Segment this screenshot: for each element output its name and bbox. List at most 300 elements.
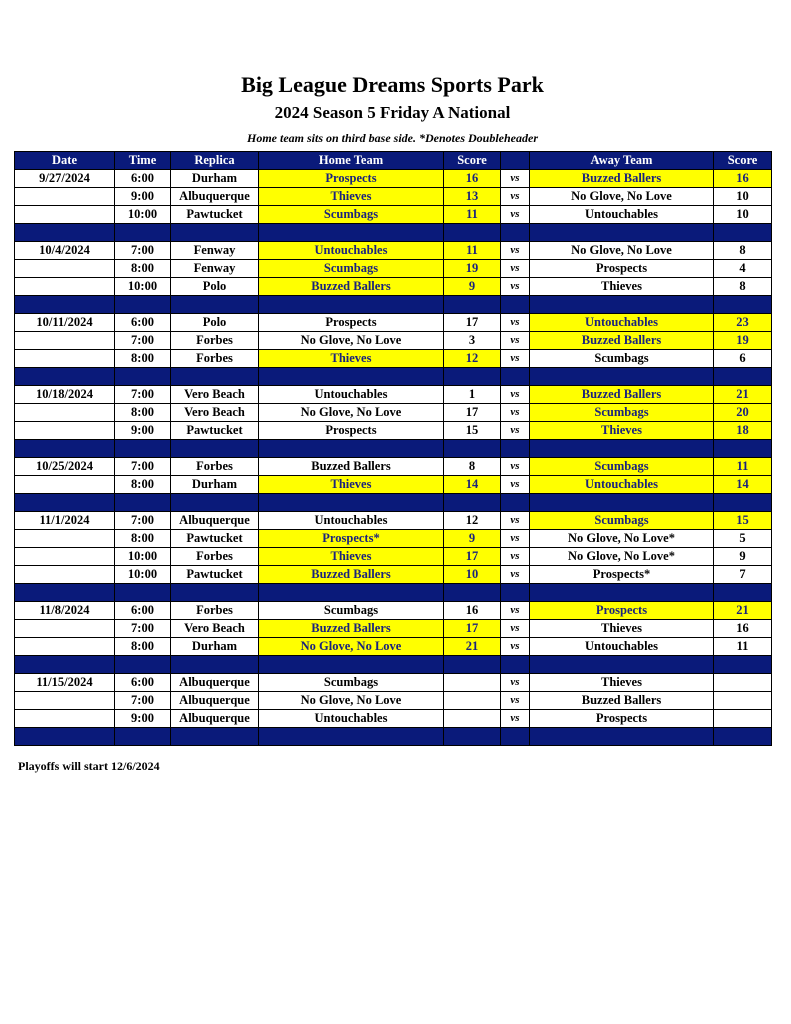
date-cell: 10/4/2024 [15,242,115,260]
header-home-team: Home Team [259,152,444,170]
replica-cell: Forbes [171,458,259,476]
away-score-cell: 7 [714,566,772,584]
vs-cell: vs [501,350,530,368]
vs-cell: vs [501,674,530,692]
replica-cell: Pawtucket [171,422,259,440]
home-score-cell: 10 [444,566,501,584]
home-score-cell: 17 [444,548,501,566]
time-cell: 7:00 [115,386,171,404]
time-cell: 7:00 [115,512,171,530]
away-team-cell: Thieves [530,620,714,638]
vs-cell: vs [501,620,530,638]
away-team-cell: Buzzed Ballers [530,386,714,404]
home-score-cell: 17 [444,314,501,332]
separator-cell [444,728,501,746]
table-row [15,422,772,440]
date-cell: 10/11/2024 [15,314,115,332]
separator-cell [259,296,444,314]
vs-cell: vs [501,602,530,620]
replica-cell: Forbes [171,332,259,350]
vs-cell: vs [501,386,530,404]
home-score-cell: 12 [444,512,501,530]
table-row [15,332,772,350]
replica-cell: Fenway [171,260,259,278]
home-score-cell [444,710,501,728]
separator-cell [115,440,171,458]
schedule-body [15,170,772,746]
time-cell: 8:00 [115,638,171,656]
separator-cell [501,368,530,386]
replica-cell: Albuquerque [171,692,259,710]
time-cell: 7:00 [115,692,171,710]
separator-cell [15,584,115,602]
replica-cell: Forbes [171,548,259,566]
separator-cell [501,296,530,314]
away-team-cell: No Glove, No Love [530,188,714,206]
away-score-cell: 16 [714,170,772,188]
home-team-cell: Buzzed Ballers [259,458,444,476]
vs-cell: vs [501,242,530,260]
replica-cell: Vero Beach [171,386,259,404]
home-team-cell: Scumbags [259,674,444,692]
time-cell: 7:00 [115,458,171,476]
separator-cell [530,728,714,746]
vs-cell: vs [501,566,530,584]
table-row [15,674,772,692]
time-cell: 10:00 [115,206,171,224]
separator-cell [444,584,501,602]
header-date: Date [15,152,115,170]
away-team-cell: Buzzed Ballers [530,332,714,350]
time-cell: 10:00 [115,278,171,296]
replica-cell: Albuquerque [171,512,259,530]
separator-cell [530,368,714,386]
time-cell: 6:00 [115,170,171,188]
date-cell [15,476,115,494]
home-team-cell: Buzzed Ballers [259,620,444,638]
away-team-cell: Thieves [530,278,714,296]
home-score-cell: 21 [444,638,501,656]
table-row [15,458,772,476]
separator-cell [171,368,259,386]
table-row [15,476,772,494]
date-cell [15,278,115,296]
separator-cell [501,728,530,746]
away-score-cell: 9 [714,548,772,566]
replica-cell: Albuquerque [171,188,259,206]
time-cell: 9:00 [115,188,171,206]
separator-cell [530,440,714,458]
table-row [15,692,772,710]
week-separator-row [15,440,772,458]
header-replica: Replica [171,152,259,170]
vs-cell: vs [501,512,530,530]
week-separator-row [15,368,772,386]
header-vs [501,152,530,170]
table-row [15,260,772,278]
away-team-cell: Buzzed Ballers [530,170,714,188]
separator-cell [171,494,259,512]
table-row [15,242,772,260]
vs-cell: vs [501,188,530,206]
home-team-cell: No Glove, No Love [259,692,444,710]
separator-cell [15,440,115,458]
replica-cell: Polo [171,278,259,296]
separator-cell [171,584,259,602]
vs-cell: vs [501,422,530,440]
away-score-cell: 11 [714,458,772,476]
vs-cell: vs [501,530,530,548]
replica-cell: Pawtucket [171,530,259,548]
header-time: Time [115,152,171,170]
home-score-cell: 16 [444,602,501,620]
away-team-cell: Untouchables [530,206,714,224]
date-cell: 9/27/2024 [15,170,115,188]
time-cell: 9:00 [115,710,171,728]
time-cell: 9:00 [115,422,171,440]
away-team-cell: Buzzed Ballers [530,692,714,710]
time-cell: 6:00 [115,602,171,620]
vs-cell: vs [501,476,530,494]
home-team-cell: Scumbags [259,602,444,620]
table-row [15,386,772,404]
separator-cell [714,368,772,386]
separator-cell [714,224,772,242]
home-score-cell: 17 [444,404,501,422]
separator-cell [259,224,444,242]
away-score-cell: 8 [714,278,772,296]
date-cell [15,530,115,548]
separator-cell [444,440,501,458]
separator-cell [530,584,714,602]
table-row [15,206,772,224]
vs-cell: vs [501,638,530,656]
replica-cell: Vero Beach [171,620,259,638]
separator-cell [15,494,115,512]
home-team-cell: Buzzed Ballers [259,278,444,296]
time-cell: 6:00 [115,674,171,692]
separator-cell [171,728,259,746]
away-team-cell: Prospects [530,710,714,728]
time-cell: 7:00 [115,332,171,350]
home-team-cell: Thieves [259,476,444,494]
home-team-cell: No Glove, No Love [259,638,444,656]
away-score-cell: 11 [714,638,772,656]
separator-cell [530,224,714,242]
home-team-cell: Thieves [259,188,444,206]
week-separator-row [15,296,772,314]
home-team-cell: Prospects [259,422,444,440]
away-score-cell: 21 [714,602,772,620]
home-team-cell: No Glove, No Love [259,332,444,350]
separator-cell [530,656,714,674]
date-cell [15,422,115,440]
separator-cell [444,656,501,674]
away-team-cell: Scumbags [530,350,714,368]
separator-cell [259,728,444,746]
date-cell [15,548,115,566]
separator-cell [714,494,772,512]
replica-cell: Fenway [171,242,259,260]
date-cell [15,710,115,728]
replica-cell: Vero Beach [171,404,259,422]
schedule-table [14,151,772,746]
away-team-cell: Prospects* [530,566,714,584]
vs-cell: vs [501,692,530,710]
separator-cell [15,728,115,746]
vs-cell: vs [501,710,530,728]
away-team-cell: No Glove, No Love [530,242,714,260]
table-row [15,710,772,728]
date-cell: 10/25/2024 [15,458,115,476]
home-score-cell: 19 [444,260,501,278]
home-team-cell: Untouchables [259,386,444,404]
away-team-cell: Prospects [530,602,714,620]
home-team-cell: No Glove, No Love [259,404,444,422]
separator-cell [501,494,530,512]
home-score-cell: 15 [444,422,501,440]
home-team-cell: Prospects* [259,530,444,548]
table-row [15,530,772,548]
date-cell: 10/18/2024 [15,386,115,404]
separator-cell [115,728,171,746]
separator-cell [444,368,501,386]
home-team-cell: Untouchables [259,242,444,260]
table-header-row [15,152,772,170]
home-team-cell: Scumbags [259,206,444,224]
page-note: Home team sits on third base side. *Denotes Doubleheader [247,131,538,145]
time-cell: 6:00 [115,314,171,332]
header-away-team: Away Team [530,152,714,170]
replica-cell: Forbes [171,350,259,368]
away-team-cell: Untouchables [530,314,714,332]
separator-cell [115,368,171,386]
away-team-cell: No Glove, No Love* [530,548,714,566]
away-score-cell: 20 [714,404,772,422]
separator-cell [444,494,501,512]
away-team-cell: Scumbags [530,512,714,530]
date-cell [15,188,115,206]
separator-cell [714,296,772,314]
date-cell [15,260,115,278]
away-score-cell: 21 [714,386,772,404]
date-cell [15,332,115,350]
separator-cell [259,656,444,674]
header-home-score: Score [444,152,501,170]
separator-cell [15,656,115,674]
date-cell [15,566,115,584]
table-row [15,278,772,296]
page-subtitle: 2024 Season 5 Friday A National [274,103,511,122]
time-cell: 8:00 [115,476,171,494]
away-score-cell: 18 [714,422,772,440]
replica-cell: Durham [171,476,259,494]
separator-cell [259,368,444,386]
away-team-cell: No Glove, No Love* [530,530,714,548]
date-cell [15,620,115,638]
away-score-cell: 16 [714,620,772,638]
home-team-cell: Untouchables [259,710,444,728]
separator-cell [171,440,259,458]
vs-cell: vs [501,206,530,224]
date-cell: 11/1/2024 [15,512,115,530]
away-score-cell: 14 [714,476,772,494]
away-team-cell: Scumbags [530,458,714,476]
table-row [15,314,772,332]
time-cell: 8:00 [115,260,171,278]
vs-cell: vs [501,404,530,422]
time-cell: 10:00 [115,566,171,584]
date-cell [15,404,115,422]
vs-cell: vs [501,458,530,476]
separator-cell [115,584,171,602]
home-score-cell [444,674,501,692]
home-score-cell: 8 [444,458,501,476]
home-score-cell: 16 [444,170,501,188]
home-team-cell: Scumbags [259,260,444,278]
away-team-cell: Thieves [530,674,714,692]
time-cell: 7:00 [115,620,171,638]
replica-cell: Forbes [171,602,259,620]
separator-cell [714,656,772,674]
away-team-cell: Thieves [530,422,714,440]
time-cell: 7:00 [115,242,171,260]
home-team-cell: Thieves [259,350,444,368]
vs-cell: vs [501,332,530,350]
home-score-cell: 9 [444,530,501,548]
home-team-cell: Buzzed Ballers [259,566,444,584]
away-score-cell: 15 [714,512,772,530]
table-row [15,602,772,620]
date-cell [15,638,115,656]
time-cell: 10:00 [115,548,171,566]
vs-cell: vs [501,260,530,278]
separator-cell [171,224,259,242]
away-team-cell: Untouchables [530,638,714,656]
header-away-score: Score [714,152,772,170]
away-team-cell: Scumbags [530,404,714,422]
home-score-cell: 11 [444,242,501,260]
separator-cell [115,296,171,314]
separator-cell [444,296,501,314]
vs-cell: vs [501,170,530,188]
away-score-cell: 4 [714,260,772,278]
time-cell: 8:00 [115,530,171,548]
replica-cell: Pawtucket [171,206,259,224]
home-team-cell: Prospects [259,170,444,188]
week-separator-row [15,494,772,512]
home-score-cell: 1 [444,386,501,404]
table-row [15,512,772,530]
away-score-cell: 10 [714,206,772,224]
separator-cell [171,656,259,674]
page-title: Big League Dreams Sports Park [241,72,544,97]
table-row [15,566,772,584]
separator-cell [171,296,259,314]
separator-cell [714,584,772,602]
date-cell [15,206,115,224]
separator-cell [115,224,171,242]
home-team-cell: Untouchables [259,512,444,530]
away-score-cell: 8 [714,242,772,260]
home-score-cell: 17 [444,620,501,638]
away-score-cell: 19 [714,332,772,350]
table-row [15,638,772,656]
away-team-cell: Untouchables [530,476,714,494]
home-score-cell [444,692,501,710]
separator-cell [115,494,171,512]
separator-cell [501,440,530,458]
separator-cell [259,440,444,458]
table-row [15,170,772,188]
away-team-cell: Prospects [530,260,714,278]
time-cell: 8:00 [115,350,171,368]
separator-cell [15,368,115,386]
date-cell: 11/15/2024 [15,674,115,692]
home-team-cell: Thieves [259,548,444,566]
week-separator-row [15,656,772,674]
date-cell: 11/8/2024 [15,602,115,620]
away-score-cell: 5 [714,530,772,548]
vs-cell: vs [501,278,530,296]
separator-cell [444,224,501,242]
replica-cell: Polo [171,314,259,332]
separator-cell [501,584,530,602]
home-score-cell: 14 [444,476,501,494]
vs-cell: vs [501,314,530,332]
table-row [15,404,772,422]
date-cell [15,350,115,368]
separator-cell [501,224,530,242]
separator-cell [115,656,171,674]
separator-cell [714,728,772,746]
table-row [15,548,772,566]
home-score-cell: 13 [444,188,501,206]
time-cell: 8:00 [115,404,171,422]
home-score-cell: 3 [444,332,501,350]
home-team-cell: Prospects [259,314,444,332]
separator-cell [15,224,115,242]
replica-cell: Durham [171,638,259,656]
separator-cell [501,656,530,674]
home-score-cell: 9 [444,278,501,296]
away-score-cell [714,692,772,710]
separator-cell [530,296,714,314]
playoffs-note: Playoffs will start 12/6/2024 [18,759,160,773]
separator-cell [259,584,444,602]
replica-cell: Pawtucket [171,566,259,584]
week-separator-row [15,584,772,602]
away-score-cell: 6 [714,350,772,368]
table-row [15,350,772,368]
away-score-cell [714,710,772,728]
replica-cell: Durham [171,170,259,188]
separator-cell [530,494,714,512]
away-score-cell [714,674,772,692]
separator-cell [714,440,772,458]
replica-cell: Albuquerque [171,674,259,692]
away-score-cell: 23 [714,314,772,332]
home-score-cell: 11 [444,206,501,224]
week-separator-row [15,224,772,242]
date-cell [15,692,115,710]
away-score-cell: 10 [714,188,772,206]
table-row [15,620,772,638]
home-score-cell: 12 [444,350,501,368]
separator-cell [259,494,444,512]
table-row [15,188,772,206]
week-separator-row [15,728,772,746]
